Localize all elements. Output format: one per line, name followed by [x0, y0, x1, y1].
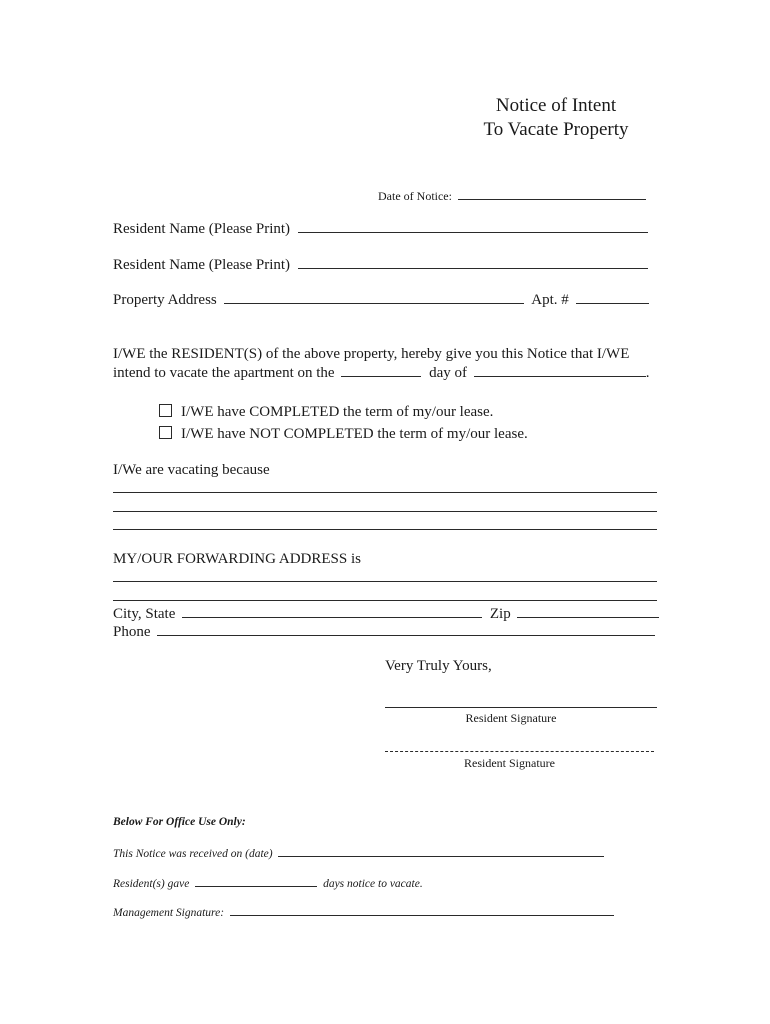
form-title [456, 94, 656, 142]
form-title-line-1: Notice of Intent [495, 95, 617, 116]
property-address-field[interactable] [224, 290, 524, 304]
residents-gave-label: Resident(s) gave [113, 878, 190, 890]
closing-text: Very Truly Yours, [385, 658, 492, 674]
resident-name-row-2 [113, 255, 648, 274]
checkbox-row-not-completed [159, 425, 528, 443]
forwarding-address-label: MY/OUR FORWARDING ADDRESS is [113, 551, 361, 567]
day-of-label: day of [429, 365, 467, 381]
resident-name-label-2: Resident Name (Please Print) [113, 257, 291, 273]
completed-checkbox-label: I/WE have COMPLETED the term of my/our lease. [181, 404, 494, 420]
city-state-row [113, 604, 659, 623]
vacating-because-label: I/We are vacating because [113, 462, 270, 478]
days-notice-label: days notice to vacate. [323, 878, 423, 890]
not-completed-checkbox[interactable] [159, 426, 172, 439]
city-state-field[interactable] [182, 604, 482, 618]
phone-field[interactable] [157, 622, 655, 636]
city-state-label: City, State [113, 606, 176, 622]
date-of-notice-row [378, 186, 646, 203]
phone-label: Phone [113, 624, 151, 640]
apt-field[interactable] [576, 290, 649, 304]
vacating-reason-line-2[interactable] [113, 511, 657, 512]
days-notice-field[interactable] [195, 875, 317, 887]
not-completed-checkbox-label: I/WE have NOT COMPLETED the term of my/our lease. [181, 426, 528, 442]
office-use-heading: Below For Office Use Only: [113, 816, 246, 828]
notice-received-row [113, 845, 604, 861]
forwarding-address-line-2[interactable] [113, 600, 657, 601]
vacate-month-field[interactable] [474, 363, 646, 377]
date-of-notice-label: Date of Notice: [378, 189, 452, 203]
management-signature-field[interactable] [230, 904, 614, 916]
apt-label: Apt. # [531, 292, 569, 308]
resident-name-label-1: Resident Name (Please Print) [113, 221, 291, 237]
management-signature-label: Management Signature: [113, 907, 225, 919]
zip-field[interactable] [517, 604, 659, 618]
resident-name-field-2[interactable] [298, 255, 648, 269]
notice-received-date-field[interactable] [278, 845, 604, 857]
form-title-line-2: To Vacate Property [483, 119, 629, 140]
phone-row [113, 622, 655, 641]
date-of-notice-field[interactable] [458, 186, 646, 200]
vacate-day-field[interactable] [341, 363, 421, 377]
resident-signature-caption-1: Resident Signature [465, 711, 557, 725]
notice-line-1: I/WE the RESIDENT(S) of the above property, hereby give you this Notice that I/WE [113, 346, 630, 362]
resident-name-field-1[interactable] [298, 219, 648, 233]
notice-received-label: This Notice was received on (date) [113, 848, 273, 860]
completed-checkbox[interactable] [159, 404, 172, 417]
notice-period: . [645, 365, 650, 381]
days-notice-row [113, 875, 423, 891]
resident-signature-caption-2: Resident Signature [464, 756, 555, 770]
notice-line-2 [113, 363, 650, 382]
vacate-on-label: intend to vacate the apartment on the [113, 365, 335, 381]
resident-name-row-1 [113, 219, 648, 238]
forwarding-address-line-1[interactable] [113, 581, 657, 582]
property-address-row [113, 290, 649, 309]
vacating-reason-line-3[interactable] [113, 529, 657, 530]
vacating-reason-line-1[interactable] [113, 492, 657, 493]
property-address-label: Property Address [113, 292, 217, 308]
checkbox-row-completed [159, 403, 493, 421]
resident-signature-line-1[interactable] [385, 707, 657, 708]
management-signature-row [113, 904, 614, 920]
resident-signature-line-2[interactable] [385, 751, 654, 752]
zip-label: Zip [489, 606, 511, 622]
